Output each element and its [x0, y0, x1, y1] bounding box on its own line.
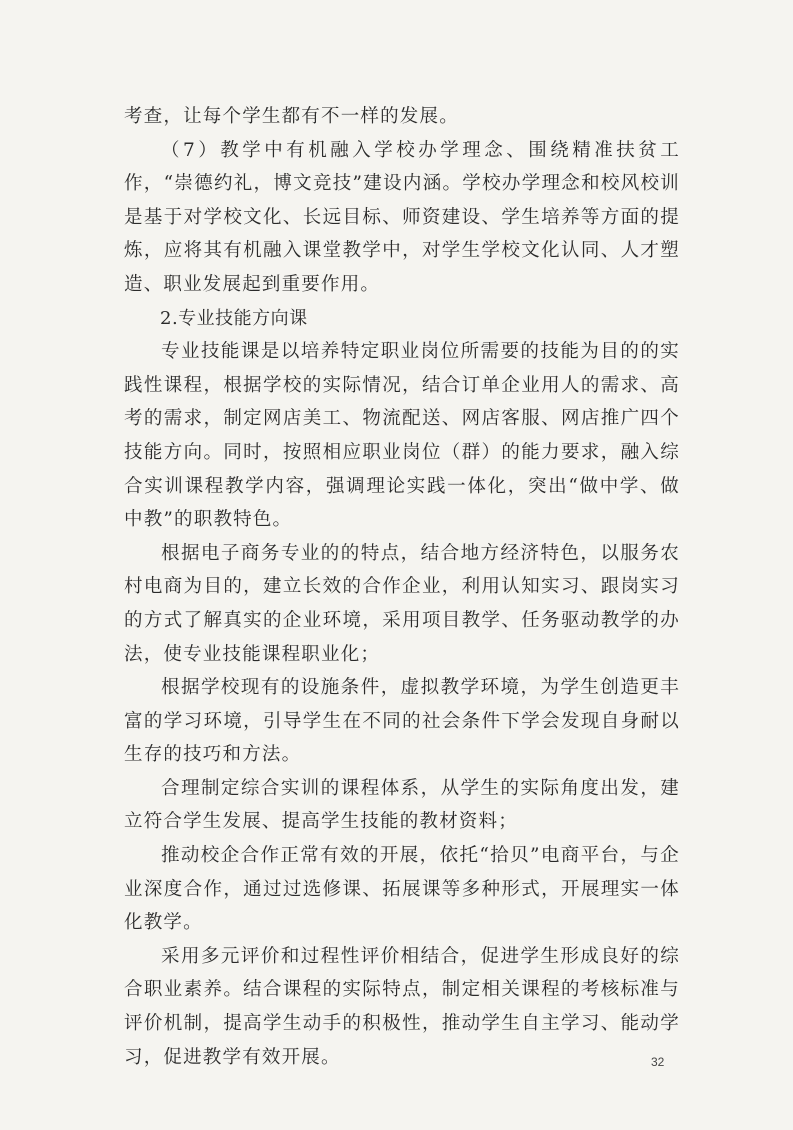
paragraph-school-philosophy: （7）教学中有机融入学校办学理念、围绕精准扶贫工作，“崇德约礼，博文竞技”建设内涵。学校办学理念和校风校训是基于对学校文化、长远目标、师资建设、学生培养等方面的提炼，应将其有机融入课堂教学中，对学生学校文化认同、人才塑造、职业发展起到重要作用。: [124, 139, 680, 295]
body-text: [124, 100, 680, 1074]
paragraph-skill-courses-intro: 专业技能课是以培养特定职业岗位所需要的技能为目的的实践性课程，根据学校的实际情况，结合订单企业用人的需求、高考的需求，制定网店美工、物流配送、网店客服、网店推广四个技能方向。同时，按照相应职业岗位（群）的能力要求，融入综合实训课程教学内容，强调理论实践一体化，突出“做中学、做中教”的职教特色。: [124, 341, 680, 531]
paragraph-evaluation: 采用多元评价和过程性评价相结合，促进学生形成良好的综合职业素养。结合课程的实际特点，制定相关课程的考核标准与评价机制，提高学生动手的积极性，推动学生自主学习、能动学习，促进教学有效开展。: [124, 945, 680, 1068]
page-number: 32: [651, 1055, 665, 1069]
paragraph-training-system: 合理制定综合实训的课程体系，从学生的实际角度出发，建立符合学生发展、提高学生技能的教材资料；: [124, 777, 680, 833]
paragraph-continuation: 考查，让每个学生都有不一样的发展。: [124, 106, 459, 127]
paragraph-ecommerce-features: 根据电子商务专业的的特点，结合地方经济特色，以服务农村电商为目的，建立长效的合作企业，利用认知实习、跟岗实习的方式了解真实的企业环境，采用项目教学、任务驱动教学的办法，使专业技能课程职业化；: [124, 542, 680, 665]
section-heading-skill-courses: 2.专业技能方向课: [160, 307, 308, 329]
paragraph-school-enterprise: 推动校企合作正常有效的开展，依托“拾贝”电商平台，与企业深度合作，通过过选修课、拓展课等多种形式，开展理实一体化教学。: [124, 845, 680, 934]
paragraph-virtual-environment: 根据学校现有的设施条件，虚拟教学环境，为学生创造更丰富的学习环境，引导学生在不同的社会条件下学会发现自身耐以生存的技巧和方法。: [124, 677, 680, 766]
